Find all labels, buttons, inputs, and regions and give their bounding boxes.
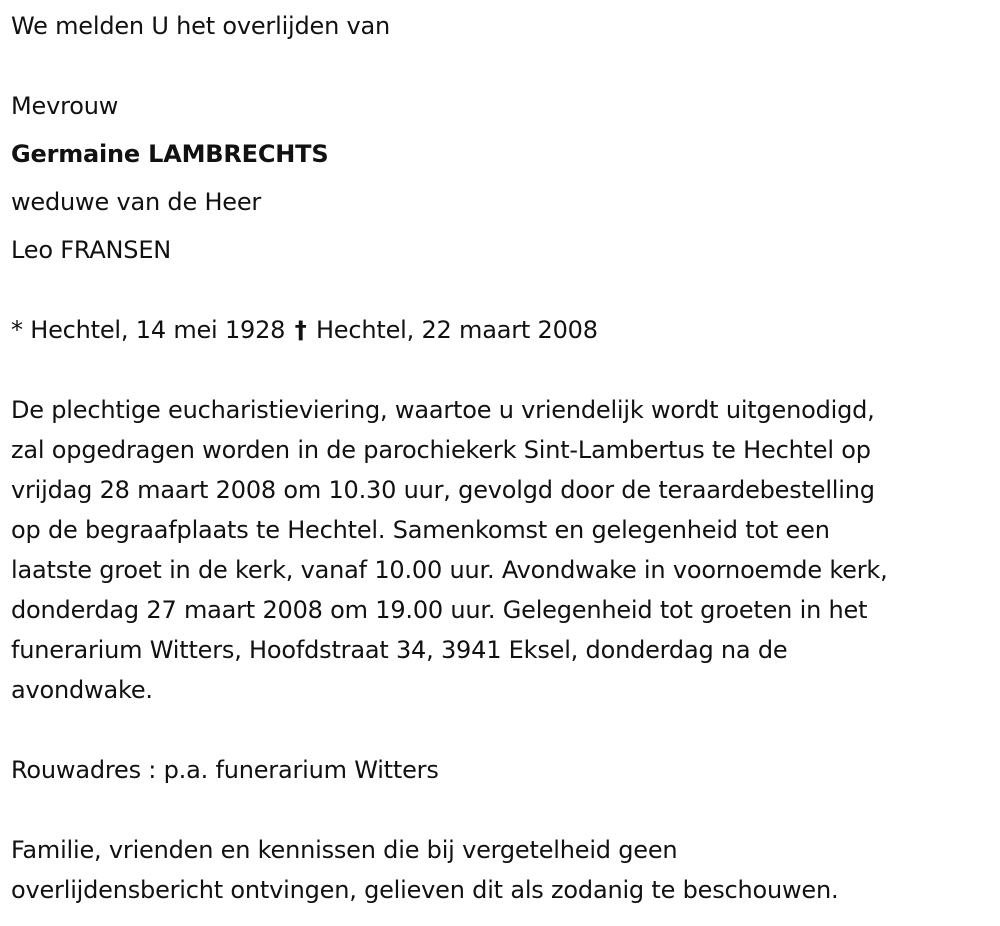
service-line: op de begraafplaats te Hechtel. Samenkomst en gelegenheid tot een xyxy=(11,516,830,544)
deceased-name: Germaine LAMBRECHTS xyxy=(11,140,329,168)
notice-line: overlijdensbericht ontvingen, gelieven dit als zodanig te beschouwen. xyxy=(11,876,839,904)
mourning-address-text: Rouwadres : p.a. funerarium Witters xyxy=(11,756,439,784)
notice-line: Familie, vrienden en kennissen die bij vergetelheid geen xyxy=(11,836,678,864)
spouse-name: Leo FRANSEN xyxy=(11,236,172,264)
birth-date: * Hechtel, 14 mei 1928 xyxy=(11,316,286,344)
service-line: De plechtige eucharistieviering, waartoe u vriendelijk wordt uitgenodigd, xyxy=(11,396,875,424)
service-line: laatste groet in de kerk, vanaf 10.00 uur. Avondwake in voornoemde kerk, xyxy=(11,556,888,584)
death-date: Hechtel, 22 maart 2008 xyxy=(315,316,598,344)
service-line: zal opgedragen worden in de parochiekerk Sint-Lambertus te Hechtel op xyxy=(11,436,871,464)
service-paragraph xyxy=(11,390,888,710)
intro-text: We melden U het overlijden van xyxy=(11,12,391,40)
service-line: funerarium Witters, Hoofdstraat 34, 3941 Eksel, donderdag na de xyxy=(11,636,788,664)
service-line: avondwake. xyxy=(11,676,153,704)
life-dates xyxy=(11,310,598,350)
cross-icon: † xyxy=(294,316,307,344)
service-line: donderdag 27 maart 2008 om 19.00 uur. Gelegenheid tot groeten in het xyxy=(11,596,868,624)
honorific-title: Mevrouw xyxy=(11,92,119,120)
notice-paragraph xyxy=(11,830,838,910)
mourning-address xyxy=(11,750,439,790)
relation-text: weduwe van de Heer xyxy=(11,188,262,216)
service-line: vrijdag 28 maart 2008 om 10.30 uur, gevolgd door de teraardebestelling xyxy=(11,476,875,504)
